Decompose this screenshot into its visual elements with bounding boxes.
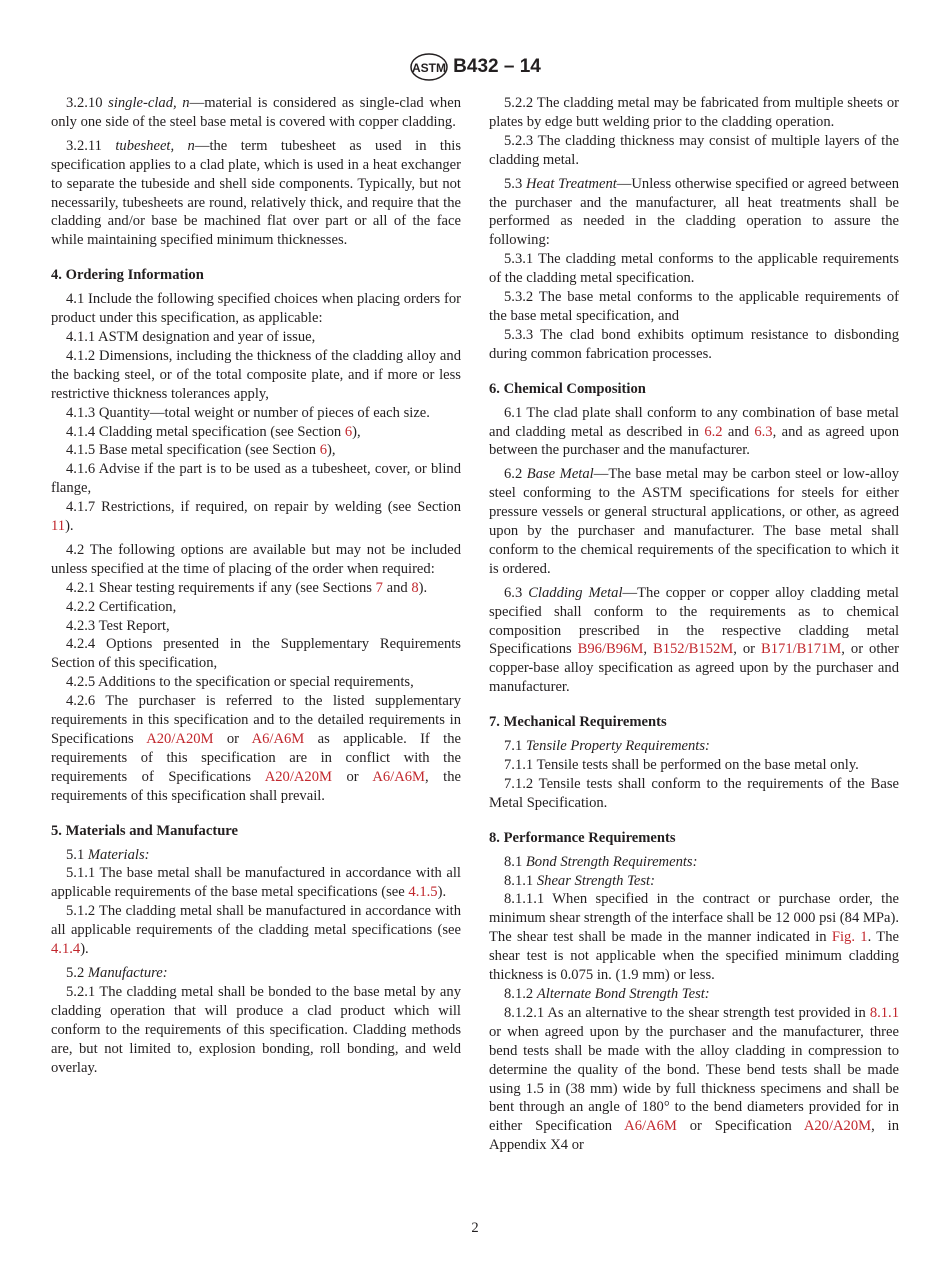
cross-reference-link[interactable]: A6/A6M [624, 1118, 677, 1135]
text-run: 7.1.2 Tensile tests shall conform to the requirements of the Base Metal Specification. [489, 775, 899, 811]
text-run: or Specification [676, 1118, 804, 1135]
text-run: or when agreed upon by the purchaser and the manufacturer, three bend tests shall be made with the alloy cladding in compression to determine the quality of the bond. These bend tests shall be made using 1.5 in (38 mm) wide by full thickness specimens and shall be bent through an angle of 180° to the bend diameters provided for in either Specification [489, 1023, 899, 1135]
standard-code: B432 – 14 [453, 56, 541, 77]
cross-reference-link[interactable]: 11 [51, 518, 66, 535]
section-heading [489, 380, 899, 399]
paragraph [51, 617, 461, 636]
paragraph [489, 94, 899, 132]
text-run: ). [418, 579, 428, 596]
cross-reference-link[interactable]: B152/B152M [652, 641, 734, 658]
cross-reference-link[interactable]: 4.1.4 [51, 941, 81, 958]
text-run: ), [327, 442, 336, 459]
text-run: 5.1.1 The base metal shall be manufactured in accordance with all applicable requirements of the base metal specifications (see [51, 865, 461, 901]
paragraph [489, 1004, 899, 1155]
cross-reference-link[interactable]: B96/B96M [577, 641, 644, 658]
cross-reference-link[interactable]: A6/A6M [372, 768, 426, 785]
cross-reference-link[interactable]: 7 [375, 579, 383, 596]
section-heading [489, 713, 899, 732]
italic-term: Tensile Property Requirements: [525, 738, 710, 755]
cross-reference-link[interactable]: Fig. 1 [831, 929, 868, 946]
paragraph [489, 132, 899, 170]
text-run: . The shear test is not applicable when the specified minimum cladding thickness is 0.075 in. (1.9 mm) or less. [489, 929, 899, 984]
text-run: 5.2.3 The cladding thickness may consist of multiple layers of the cladding metal. [489, 132, 899, 168]
left-column [51, 94, 461, 1077]
paragraph [51, 460, 461, 498]
text-run: 7. Mechanical Requirements [489, 714, 667, 731]
paragraph [489, 404, 899, 461]
italic-term: Base Metal [526, 466, 594, 483]
svg-text:ASTM: ASTM [412, 61, 447, 75]
italic-term: Alternate Bond Strength Test: [536, 985, 710, 1002]
paragraph [51, 404, 461, 423]
text-run: 5.2.1 The cladding metal shall be bonded to the base metal by any cladding operation that will produce a clad product which will conform to the requirements of this specification. Cladding methods are, but not limited to, explosion bonding, roll bonding, and weld overlay. [51, 983, 461, 1076]
text-run: , in Appendix X4 or [489, 1118, 899, 1154]
paragraph [489, 250, 899, 288]
text-run: 4.1.1 ASTM designation and year of issue, [66, 328, 316, 345]
section-heading [51, 266, 461, 285]
paragraph [51, 598, 461, 617]
cross-reference-link[interactable]: 6.3 [754, 423, 773, 440]
text-run: as applicable. If the requirements of this specification are in conflict with the requirements of Specifications [51, 731, 461, 785]
text-run: 4.2.3 Test Report, [66, 617, 170, 634]
text-run: 3.2.10 [66, 95, 109, 111]
text-run: 6. Chemical Composition [489, 380, 646, 397]
text-run: 4. Ordering Information [51, 267, 204, 284]
paragraph [51, 328, 461, 347]
paragraph [489, 890, 899, 985]
text-run: 5.1 [66, 846, 88, 863]
paragraph [51, 541, 461, 579]
page-header [0, 52, 950, 82]
text-run: , or [733, 641, 761, 658]
italic-term: Bond Strength Requirements: [525, 853, 698, 870]
italic-term: single-clad, n [108, 95, 190, 111]
text-run: and [722, 423, 755, 440]
text-run: 6.1 The clad plate shall conform to any combination of base metal and cladding metal as described in [489, 404, 899, 440]
text-run: 4.2.6 The purchaser is referred to the listed supplementary requirements in this specification and to the detailed requirements in Specifications [51, 693, 461, 747]
paragraph [51, 137, 461, 250]
cross-reference-link[interactable]: A20/A20M [803, 1118, 872, 1135]
cross-reference-link[interactable]: A6/A6M [251, 731, 305, 747]
text-run: 8.1.1.1 When specified in the contract or purchase order, the minimum shear strength of the interface shall be 12 000 psi (84 MPa). The shear test shall be made in the manner indicated in [489, 891, 899, 946]
italic-term: Cladding Metal [528, 584, 623, 601]
text-run: 4.1 Include the following specified choices when placing orders for product under this specification, as applicable: [51, 291, 461, 327]
text-run: ). [437, 884, 447, 901]
cross-reference-link[interactable]: 8 [411, 579, 419, 596]
text-run: , and as agreed upon between the purchaser and the manufacturer. [489, 423, 899, 459]
paragraph [489, 775, 899, 813]
text-run: —The copper or copper alloy cladding metal specified shall conform to the requirements as to chemical composition prescribed in the respective cladding metal Specifications [489, 584, 899, 658]
text-run: 3.2.11 [66, 137, 116, 154]
cross-reference-link[interactable]: 6 [319, 442, 327, 459]
text-run: 8.1.1 [504, 872, 537, 889]
text-run: 5.2.2 The cladding metal may be fabricated from multiple sheets or plates by edge butt welding prior to the cladding operation. [489, 95, 899, 130]
text-run: 5.1.2 The cladding metal shall be manufactured in accordance with all applicable requirements of the cladding metal specifications (see [51, 903, 461, 939]
paragraph [51, 964, 461, 983]
text-run: 5.3.3 The clad bond exhibits optimum resistance to disbonding during common fabrication processes. [489, 326, 899, 362]
page-number: 2 [471, 1220, 479, 1236]
text-run: 8.1 [504, 853, 526, 870]
text-run: 5.3.2 The base metal conforms to the applicable requirements of the base metal specification, and [489, 289, 899, 324]
paragraph [489, 326, 899, 364]
paragraph [489, 288, 899, 326]
text-run: , or other copper-base alloy specification as agreed upon by the purchaser and manufacturer. [489, 641, 900, 696]
text-run: ), [352, 423, 361, 440]
paragraph [51, 673, 461, 692]
text-run: 4.2 The following options are available but may not be included unless specified at the time of placing of the order when required: [51, 541, 461, 577]
paragraph [489, 872, 899, 891]
italic-term: Materials: [87, 846, 150, 863]
text-run: 4.1.7 Restrictions, if required, on repair by welding (see Section [66, 499, 461, 516]
text-run: 8.1.2.1 As an alternative to the shear strength test provided in [504, 1004, 870, 1021]
italic-term: Shear Strength Test: [536, 872, 655, 889]
paragraph [51, 635, 461, 673]
text-run: 4.1.5 Base metal specification (see Section [66, 442, 320, 459]
text-run: 6.2 [504, 466, 527, 483]
text-run: 5. Materials and Manufacture [51, 822, 238, 839]
text-run: 4.2.2 Certification, [66, 598, 177, 615]
text-run: ). [80, 941, 89, 958]
paragraph [489, 465, 899, 578]
paragraph [51, 579, 461, 598]
paragraph [51, 441, 461, 460]
text-run: 4.1.4 Cladding metal specification (see Section [66, 423, 345, 440]
text-run: 4.1.6 Advise if the part is to be used as a tubesheet, cover, or blind flange, [51, 461, 461, 497]
text-run: 4.1.2 Dimensions, including the thickness of the cladding alloy and the backing steel, or of the total composite plate, and if more or less restrictive thickness tolerances apply, [51, 347, 461, 402]
text-run: 5.3.1 The cladding metal conforms to the applicable requirements of the cladding metal specification. [489, 251, 899, 287]
cross-reference-link[interactable]: 6 [344, 423, 353, 440]
cross-reference-link[interactable]: 4.1.5 [408, 884, 438, 901]
cross-reference-link[interactable]: 8.1.1 [869, 1004, 899, 1021]
paragraph [51, 498, 461, 536]
text-run: , [643, 641, 653, 658]
paragraph [489, 853, 899, 872]
text-run: 4.2.4 Options presented in the Supplementary Requirements Section of this specification, [51, 636, 461, 672]
cross-reference-link[interactable]: A20/A20M [264, 768, 332, 785]
section-heading [489, 829, 899, 848]
paragraph [51, 902, 461, 959]
paragraph [489, 175, 899, 251]
paragraph [489, 584, 899, 697]
text-run: 5.2 [66, 964, 88, 981]
text-run: , the requirements of this specification shall prevail. [51, 768, 461, 804]
section-heading [51, 822, 461, 841]
text-run: 4.1.3 Quantity—total weight or number of pieces of each size. [66, 404, 430, 421]
text-run: or [331, 768, 373, 785]
paragraph [51, 347, 461, 404]
paragraph [51, 290, 461, 328]
paragraph [51, 864, 461, 902]
astm-logo-icon [409, 52, 449, 82]
text-run: —the term tubesheet as used in this specification applies to a clad plate, which is used in a heat exchanger to separate the tubeside and shell side components. Typically, but not necessarily, tubesheets are round, relatively thick, and require that the cladding and/or base be machined flat over part or all of the face while maintaining specified minimum thicknesses. [51, 137, 462, 249]
text-run: 4.2.5 Additions to the specification or special requirements, [66, 674, 414, 691]
paragraph [489, 985, 899, 1004]
paragraph [51, 846, 461, 865]
cross-reference-link[interactable]: A20/A20M [146, 731, 214, 747]
paragraph [51, 983, 461, 1078]
text-run: 7.1 [504, 738, 526, 755]
text-run: 6.3 [504, 584, 529, 601]
cross-reference-link[interactable]: B171/B171M [761, 641, 842, 658]
paragraph [489, 737, 899, 756]
paragraph [51, 692, 461, 805]
text-run: 7.1.1 Tensile tests shall be performed on the base metal only. [504, 757, 859, 773]
italic-term: Heat Treatment [526, 175, 617, 192]
text-run: 4.2.1 Shear testing requirements if any (see Sections [66, 579, 376, 596]
paragraph [489, 756, 899, 775]
right-column [489, 94, 899, 1155]
text-run: or [213, 731, 252, 747]
text-run: and [382, 579, 412, 596]
text-run: —material is considered as single-clad when only one side of the steel base metal is covered with copper cladding. [51, 95, 461, 130]
text-run: ). [65, 518, 74, 535]
cross-reference-link[interactable]: 6.2 [704, 423, 723, 440]
text-run: —The base metal may be carbon steel or low-alloy steel conforming to the ASTM specifications for steels for either pressure vessels or general structural applications, or other, as agreed upon by the purchaser and manufacturer. The base metal shall conform to the chemical requirements of the specification to which it is ordered. [489, 466, 899, 577]
italic-term: tubesheet, n [115, 137, 195, 154]
paragraph [51, 94, 461, 132]
text-run: 8.1.2 [504, 985, 537, 1002]
text-run: 5.3 [504, 175, 527, 192]
text-run: 8. Performance Requirements [489, 829, 676, 846]
text-run: —Unless otherwise specified or agreed between the purchaser and the manufacturer, all heat treatments shall be performed as needed in the cladding operation to assure the following: [489, 175, 900, 249]
italic-term: Manufacture: [87, 964, 168, 981]
paragraph [51, 423, 461, 442]
